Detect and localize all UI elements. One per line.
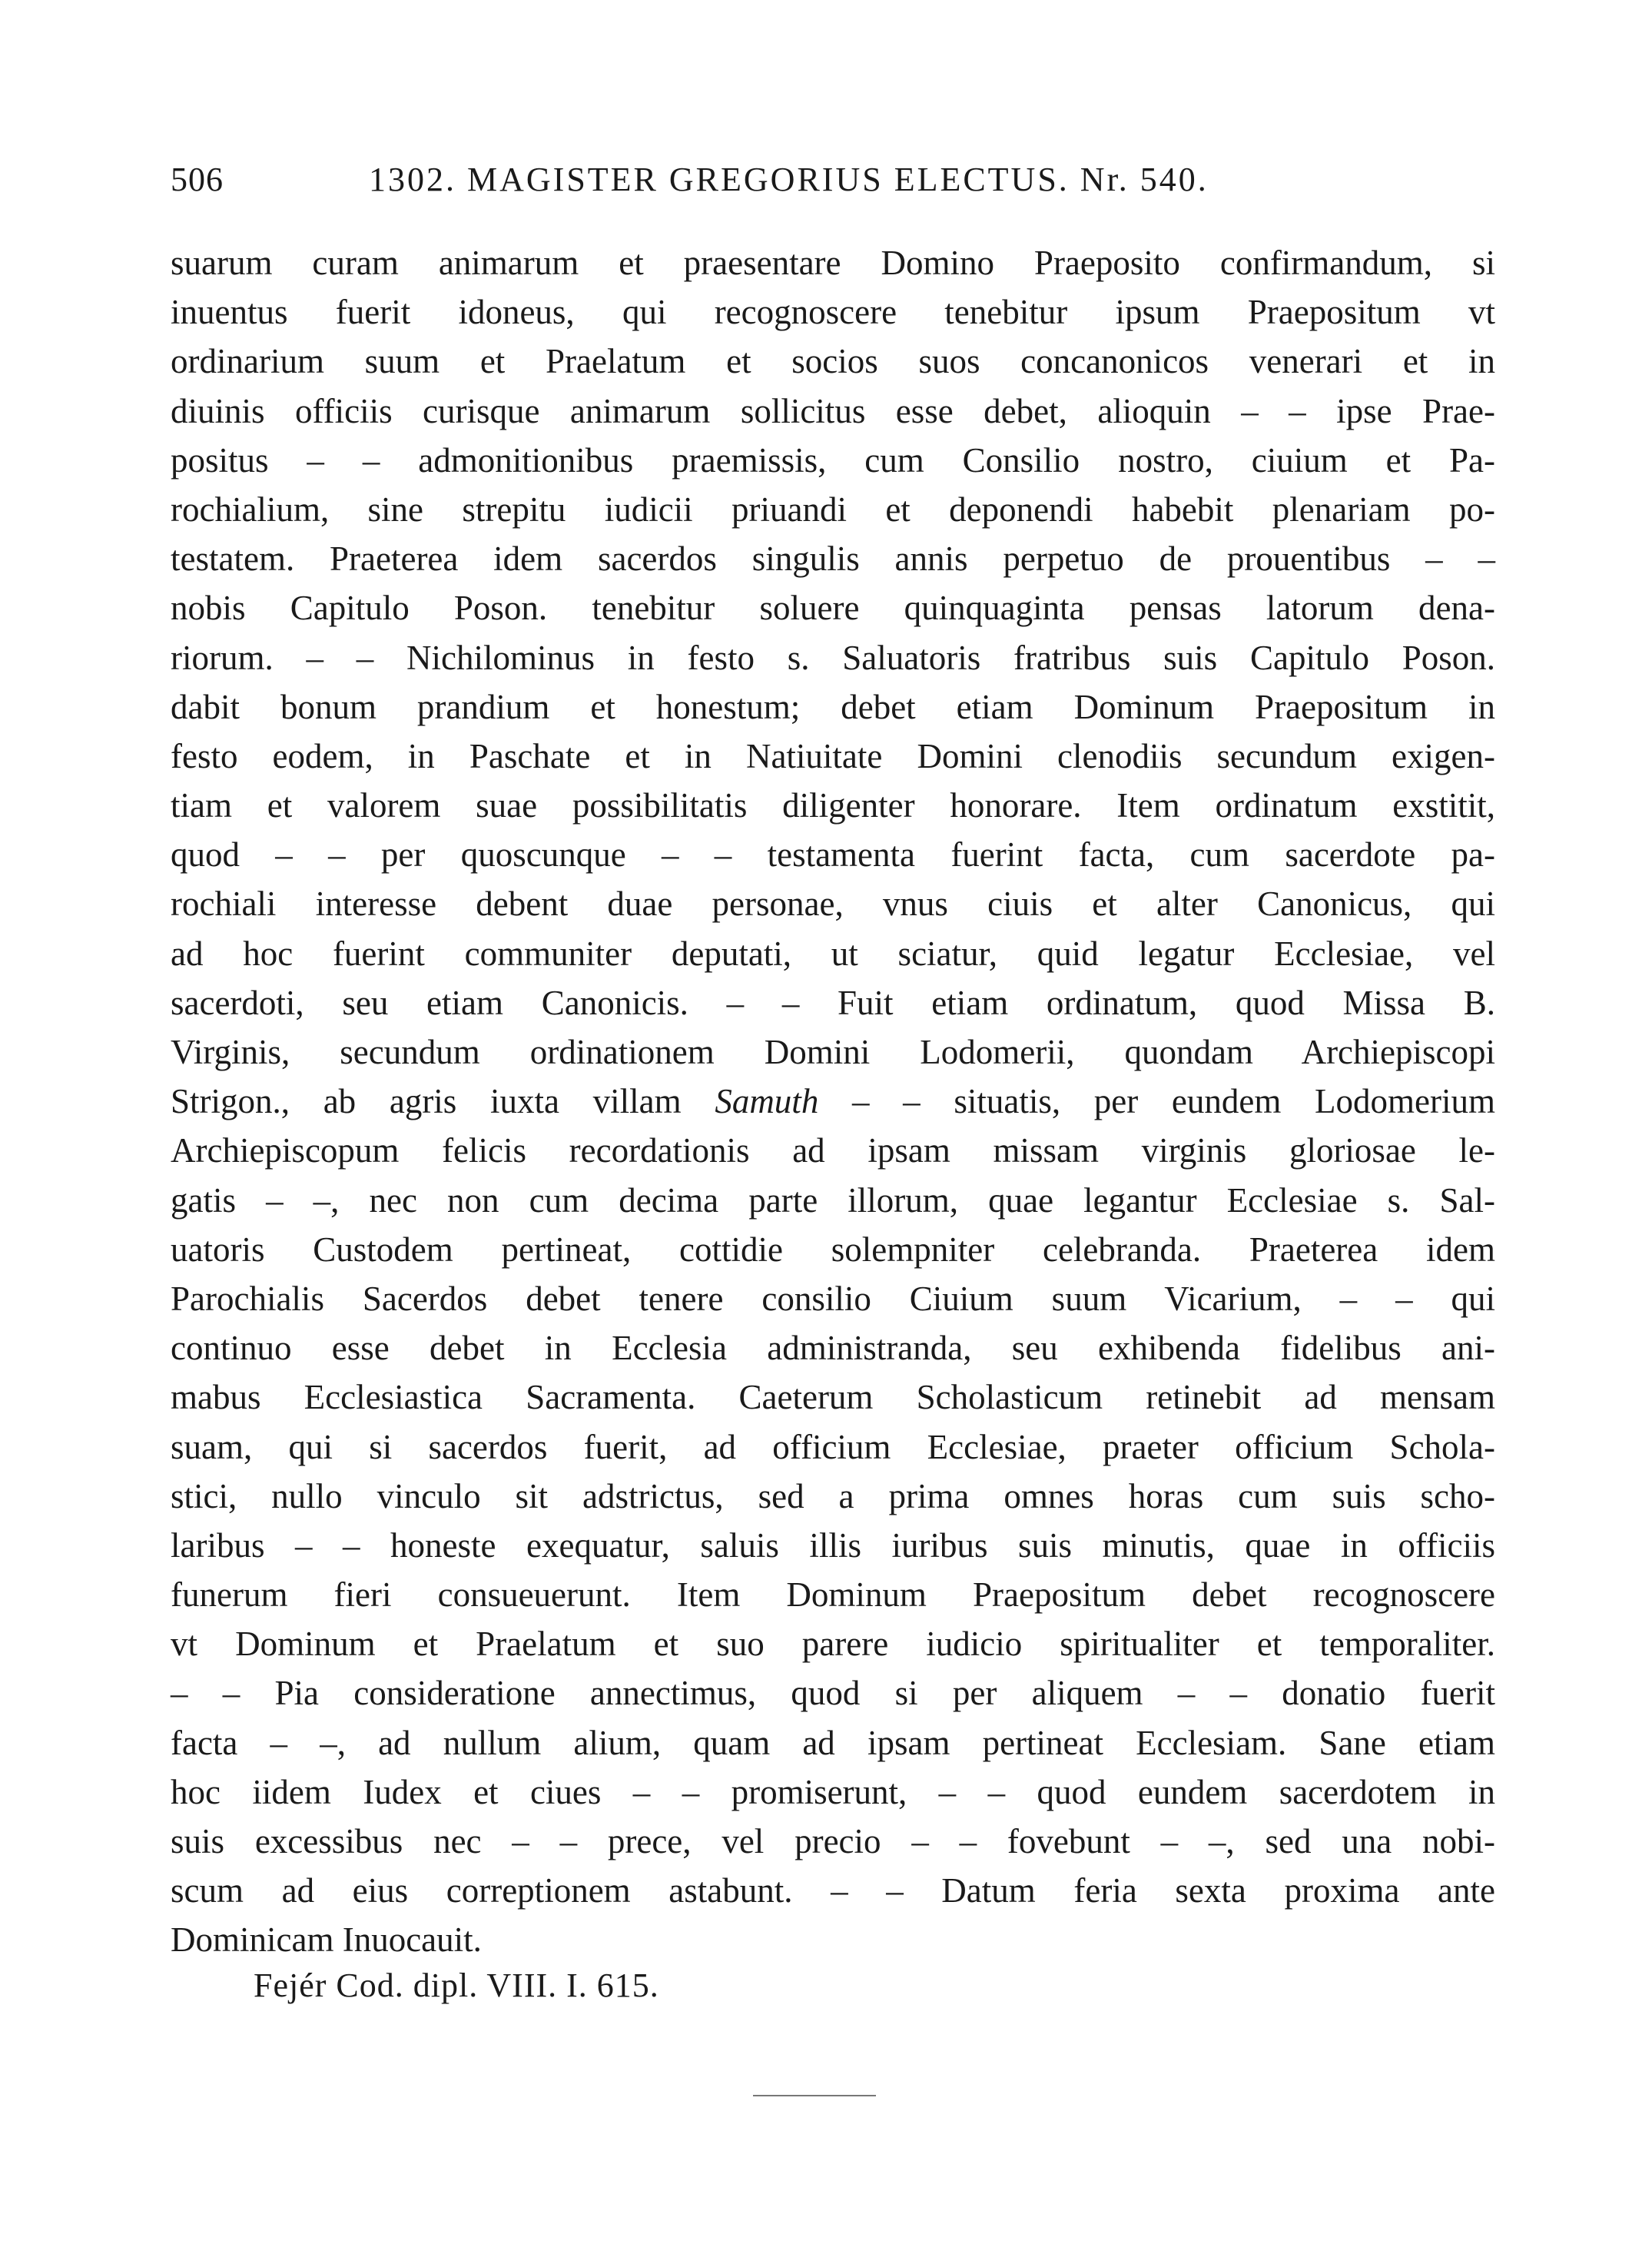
text-line: – – Pia consideratione annectimus, quod si per aliquem – – donatio fuerit bbox=[171, 1674, 1495, 1713]
text-line: vt Dominum et Praelatum et suo parere iudicio spiritualiter et temporaliter. bbox=[171, 1625, 1495, 1664]
text-line: quod – – per quoscunque – – testamenta fuerint facta, cum sacerdote pa- bbox=[171, 835, 1495, 875]
text-line: positus – – admonitionibus praemissis, cum Consilio nostro, ciuium et Pa- bbox=[171, 440, 1495, 480]
text-line: suis excessibus nec – – prece, vel precio – – fovebunt – –, sed una nobi- bbox=[171, 1822, 1495, 1860]
text-line: Archiepiscopum felicis recordationis ad ipsam missam virginis gloriosae le- bbox=[171, 1131, 1495, 1170]
text-line: tiam et valorem suae possibilitatis diligenter honorare. Item ordinatum exstitit, bbox=[171, 786, 1495, 825]
text-line: continuo esse debet in Ecclesia administranda, seu exhibenda fidelibus ani- bbox=[171, 1329, 1495, 1368]
text-line: ad hoc fuerint communiter deputati, ut sciatur, quid legatur Ecclesiae, vel bbox=[171, 934, 1495, 973]
text-line: Strigon., ab agris iuxta villam Samuth – – situatis, per eundem Lodomerium bbox=[171, 1082, 1495, 1121]
text-line: facta – –, ad nullum alium, quam ad ipsam pertineat Ecclesiam. Sane etiam bbox=[171, 1723, 1495, 1762]
text-line: uatoris Custodem pertineat, cottidie solempniter celebranda. Praeterea idem bbox=[171, 1230, 1495, 1269]
text-line: testatem. Praeterea idem sacerdos singulis annis perpetuo de prouentibus – – bbox=[171, 539, 1495, 579]
text-line: laribus – – honeste exequatur, saluis illis iuribus suis minutis, quae in officiis bbox=[171, 1525, 1495, 1565]
text-line: festo eodem, in Paschate et in Natiuitate Domini clenodiis secundum exigen- bbox=[171, 736, 1495, 775]
page-header bbox=[171, 160, 1492, 206]
text-line: nobis Capitulo Poson. tenebitur soluere quinquaginta pensas latorum dena- bbox=[171, 589, 1495, 628]
text-line: ordinarium suum et Praelatum et socios suos concanonicos venerari et in bbox=[171, 342, 1495, 381]
text-line: gatis – –, nec non cum decima parte illorum, quae legantur Ecclesiae s. Sal- bbox=[171, 1180, 1495, 1220]
text-line: suam, qui si sacerdos fuerit, ad officium Ecclesiae, praeter officium Schola- bbox=[171, 1427, 1495, 1466]
page-number: 506 bbox=[171, 161, 224, 198]
text-line: sacerdoti, seu etiam Canonicis. – – Fuit etiam ordinatum, quod Missa B. bbox=[171, 983, 1495, 1022]
text-line-final: Dominicam Inuocauit. bbox=[171, 1920, 482, 1960]
text-line: hoc iidem Iudex et ciues – – promiserunt, – – quod eundem sacerdotem in bbox=[171, 1772, 1495, 1811]
text-line: riorum. – – Nichilominus in festo s. Saluatoris fratribus suis Capitulo Poson. bbox=[171, 638, 1495, 677]
document-body bbox=[171, 238, 1495, 1965]
text-line: funerum fieri consueuerunt. Item Dominum Praepositum debet recognoscere bbox=[171, 1575, 1495, 1615]
text-line: diuinis officiis curisque animarum sollicitus esse debet, alioquin – – ipse Prae- bbox=[171, 391, 1495, 430]
text-line: rochialium, sine strepitu iudicii priuandi et deponendi habebit plenariam po- bbox=[171, 490, 1495, 529]
text-line: Virginis, secundum ordinationem Domini Lodomerii, quondam Archiepiscopi bbox=[171, 1033, 1495, 1071]
place-name-italic: Samuth bbox=[715, 1082, 819, 1121]
source-citation: Fejér Cod. dipl. VIII. I. 615. bbox=[254, 1967, 659, 2004]
text-line: scum ad eius correptionem astabunt. – – Datum feria sexta proxima ante bbox=[171, 1871, 1495, 1910]
text-line: Parochialis Sacerdos debet tenere consilio Ciuium suum Vicarium, – – qui bbox=[171, 1279, 1495, 1318]
text-line: suarum curam animarum et praesentare Domino Praeposito confirmandum, si bbox=[171, 244, 1495, 282]
text-line: stici, nullo vinculo sit adstrictus, sed a prima omnes horas cum suis scho- bbox=[171, 1476, 1495, 1515]
running-title: 1302. MAGISTER GREGORIUS ELECTUS. Nr. 540. bbox=[369, 161, 1209, 198]
text-line: dabit bonum prandium et honestum; debet etiam Dominum Praepositum in bbox=[171, 687, 1495, 726]
text-line: rochiali interesse debent duae personae, vnus ciuis et alter Canonicus, qui bbox=[171, 885, 1495, 924]
text-line: inuentus fuerit idoneus, qui recognoscere tenebitur ipsum Praepositum vt bbox=[171, 293, 1495, 332]
end-separator-rule bbox=[753, 2095, 876, 2096]
text-line: mabus Ecclesiastica Sacramenta. Caeterum Scholasticum retinebit ad mensam bbox=[171, 1378, 1495, 1417]
